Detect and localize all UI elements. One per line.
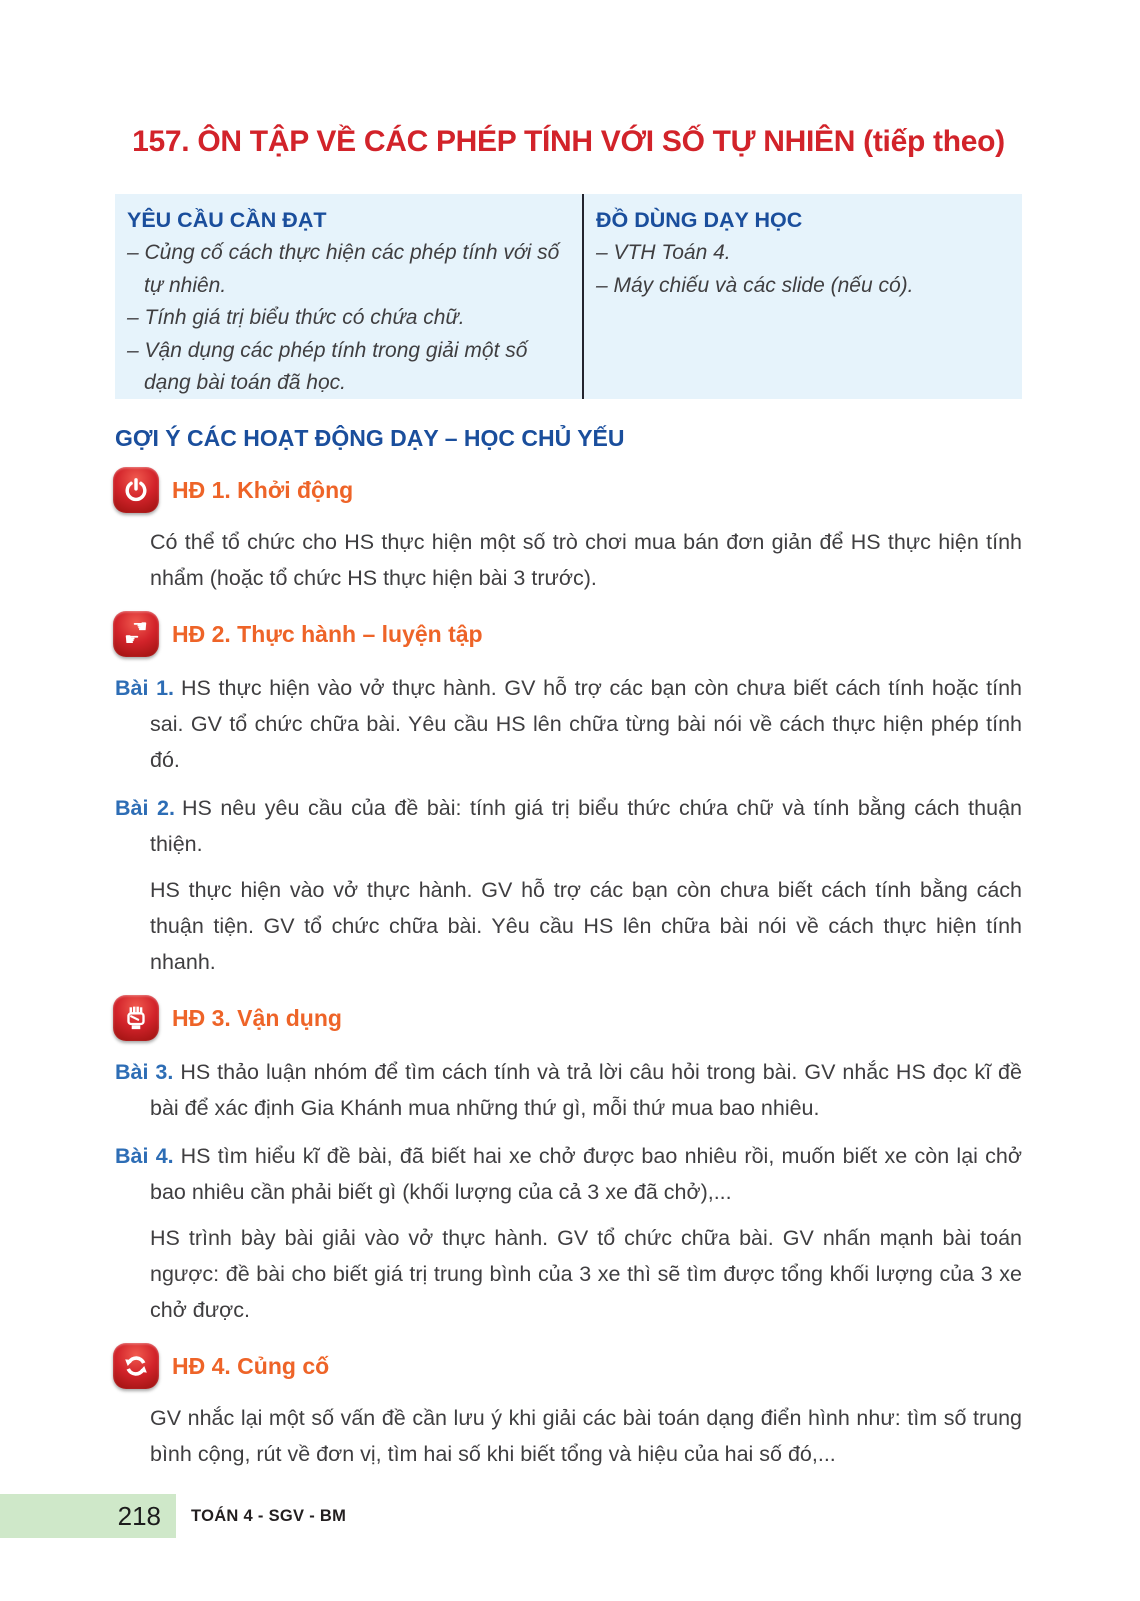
exercise-bai-4 [115,1138,1022,1210]
activity-title: HĐ 1. Khởi động [172,476,354,503]
activity-header-2 [113,610,1022,658]
requirements-column [115,194,582,399]
exercise-text: HS tìm hiểu kĩ đề bài, đã biết hai xe chở được bao nhiêu rồi, muốn biết xe còn lại chở bao nhiêu cần phải biết gì (khối lượng của cả 3 xe đã chở),... [150,1144,1022,1204]
activity-header-4 [113,1342,1022,1390]
section-heading: GỢI Ý CÁC HOẠT ĐỘNG DẠY – HỌC CHỦ YẾU [115,425,625,451]
activity-title: HĐ 4. Củng cố [172,1352,330,1379]
exercise-text: HS nêu yêu cầu của đề bài: tính giá trị biểu thức chứa chữ và tính bằng cách thuận thiện. [150,796,1022,856]
power-icon [113,467,159,513]
refresh-icon [113,1343,159,1389]
page-number: 218 [117,1500,161,1531]
requirement-item: – Củng cố cách thực hiện các phép tính với số tự nhiên. [127,241,560,297]
fist-icon [113,995,159,1041]
hand-left-glyph: ☚ [132,617,148,637]
material-item: – Máy chiếu và các slide (nếu có). [596,273,914,297]
page-number-badge [0,1494,176,1538]
exercise-text: HS thảo luận nhóm để tìm cách tính và trả lời câu hỏi trong bài. GV nhắc HS đọc kĩ đề bài để xác định Gia Khánh mua những thứ gì, mỗi thứ mua bao nhiêu. [150,1060,1022,1120]
activity-title: HĐ 2. Thực hành – luyện tập [172,620,483,647]
activity-paragraph: GV nhắc lại một số vấn đề cần lưu ý khi giải các bài toán dạng điển hình như: tìm số trung bình cộng, rút về đơn vị, tìm hai số khi biết tổng và hiệu của hai số đó,... [150,1406,1022,1466]
exercise-bai-2 [115,790,1022,862]
exercise-bai-3 [115,1054,1022,1126]
exercise-label: Bài 4. [115,1144,174,1168]
lesson-title: 157. ÔN TẬP VỀ CÁC PHÉP TÍNH VỚI SỐ TỰ NHIÊN (tiếp theo) [132,125,1005,158]
hands-icon [113,611,159,657]
exercise-bai-1 [115,670,1022,778]
exercise-extra-paragraph: HS thực hiện vào vở thực hành. GV hỗ trợ các bạn còn chưa biết cách tính bằng cách thuận tiện. GV tổ chức chữa bài. Yêu cầu HS lên chữa bài nói về cách thực hiện tính nhanh. [150,878,1022,974]
book-footer-label: TOÁN 4 - SGV - BM [191,1506,347,1525]
requirements-box [115,194,1022,399]
exercise-extra-paragraph: HS trình bày bài giải vào vở thực hành. GV tổ chức chữa bài. GV nhấn mạnh bài toán ngược: đề bài cho biết giá trị trung bình của 3 xe thì sẽ tìm được tổng khối lượng của 3 xe chở được. [150,1226,1022,1322]
requirement-item: – Vận dụng các phép tính trong giải một số dạng bài toán đã học. [127,338,528,394]
requirement-item: – Tính giá trị biểu thức có chứa chữ. [127,306,465,329]
exercise-label: Bài 2. [115,796,175,820]
material-item: – VTH Toán 4. [596,241,731,264]
exercise-label: Bài 1. [115,676,175,700]
requirements-header: YÊU CẦU CẦN ĐẠT [127,208,327,232]
hand-right-glyph: ☛ [124,630,140,650]
exercise-label: Bài 3. [115,1060,174,1084]
activity-paragraph: Có thể tổ chức cho HS thực hiện một số trò chơi mua bán đơn giản để HS thực hiện tính nhẩm (hoặc tổ chức HS thực hiện bài 3 trước). [150,530,1022,590]
activity-title: HĐ 3. Vận dụng [172,1004,342,1031]
materials-header: ĐỒ DÙNG DẠY HỌC [596,208,803,232]
activity-header-3 [113,994,1022,1042]
exercise-text: HS thực hiện vào vở thực hành. GV hỗ trợ các bạn còn chưa biết cách tính hoặc tính sai. GV tổ chức chữa bài. Yêu cầu HS lên chữa từng bài nói về cách thực hiện phép tính đó. [150,676,1022,772]
activity-header-1 [113,466,1022,514]
materials-column [584,194,1022,399]
